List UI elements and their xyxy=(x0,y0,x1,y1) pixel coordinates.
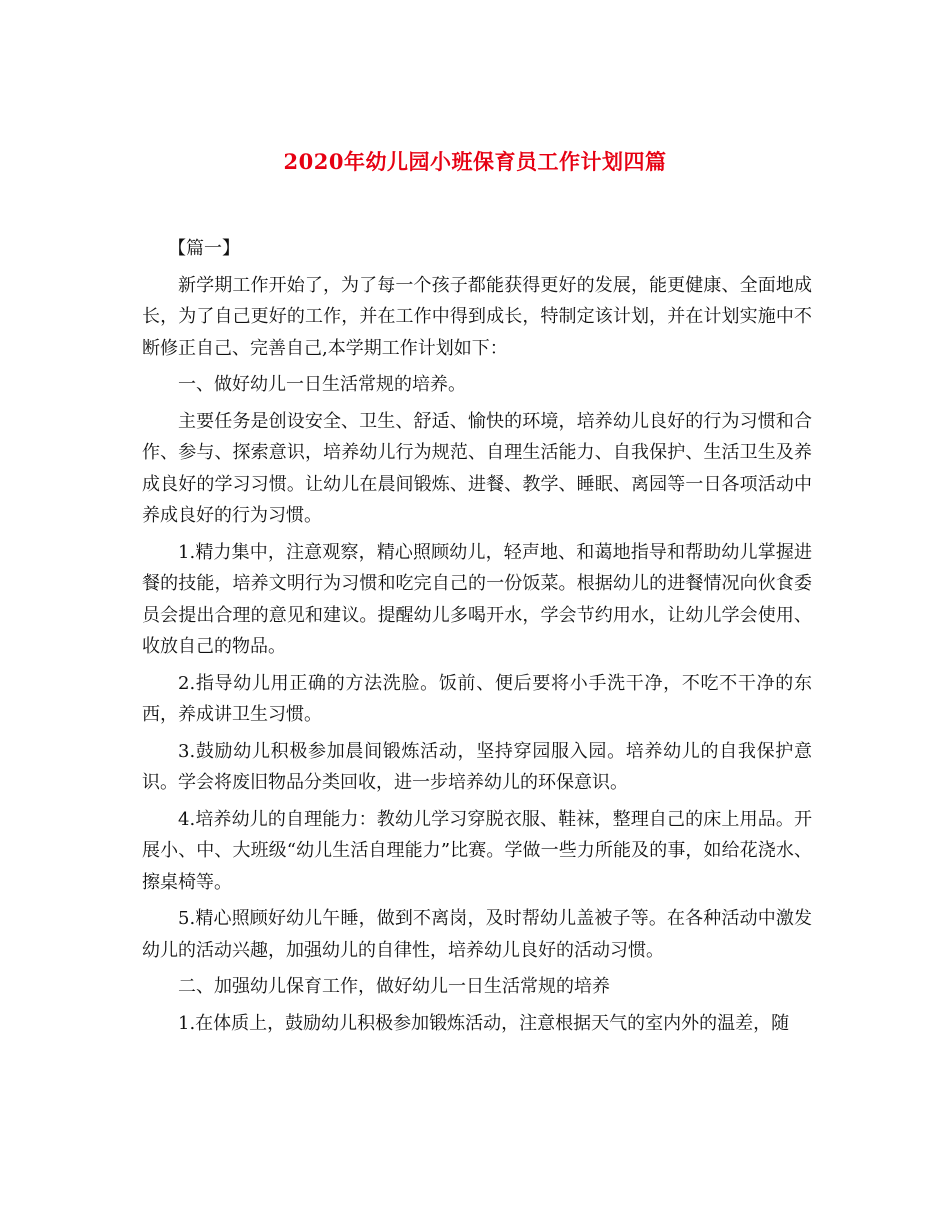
paragraph: 主要任务是创设安全、卫生、舒适、愉快的环境，培养幼儿良好的行为习惯和合作、参与、探索意识，培养幼儿行为规范、自理生活能力、自我保护、生活卫生及养成良好的学习习惯。让幼儿在晨间锻炼、进餐、教学、睡眠、离园等一日各项活动中养成良好的行为习惯。 xyxy=(142,410,812,526)
paragraph: 一、做好幼儿一日生活常规的培养。 xyxy=(178,374,466,395)
paragraph: 新学期工作开始了，为了每一个孩子都能获得更好的发展，能更健康、全面地成长，为了自己更好的工作，并在工作中得到成长，特制定该计划，并在计划实施中不断修正自己、完善自己,本学期工作计划如下： xyxy=(142,274,812,359)
paragraph: 1.在体质上，鼓励幼儿积极参加锻炼活动，注意根据天气的室内外的温差，随 xyxy=(178,1012,790,1034)
paragraph: 3.鼓励幼儿积极参加晨间锻炼活动，坚持穿园服入园。培养幼儿的自我保护意识。学会将废旧物品分类回收，进一步培养幼儿的环保意识。 xyxy=(142,740,812,793)
paragraph: 1.精力集中，注意观察，精心照顾幼儿，轻声地、和蔼地指导和帮助幼儿掌握进餐的技能，培养文明行为习惯和吃完自己的一份饭菜。根据幼儿的进餐情况向伙食委员会提出合理的意见和建议。提醒幼儿多喝开水，学会节约用水，让幼儿学会使用、收放自己的物品。 xyxy=(142,541,812,657)
paragraph: 二、加强幼儿保育工作，做好幼儿一日生活常规的培养 xyxy=(178,976,610,997)
section-label: 【篇一】 xyxy=(168,238,240,259)
paragraph: 4.培养幼儿的自理能力：教幼儿学习穿脱衣服、鞋袜，整理自己的床上用品。开展小、中、大班级“幼儿生活自理能力”比赛。学做一些力所能及的事，如给花浇水、擦桌椅等。 xyxy=(142,808,812,893)
paragraph: 2.指导幼儿用正确的方法洗脸。饭前、便后要将小手洗干净，不吃不干净的东西，养成讲卫生习惯。 xyxy=(142,672,812,725)
document-body xyxy=(142,233,812,1044)
document-title: 2020年幼儿园小班保育员工作计划四篇 xyxy=(283,149,667,174)
paragraph: 5.精心照顾好幼儿午睡，做到不离岗，及时帮幼儿盖被子等。在各种活动中激发幼儿的活动兴趣，加强幼儿的自律性，培养幼儿良好的活动习惯。 xyxy=(142,908,812,961)
